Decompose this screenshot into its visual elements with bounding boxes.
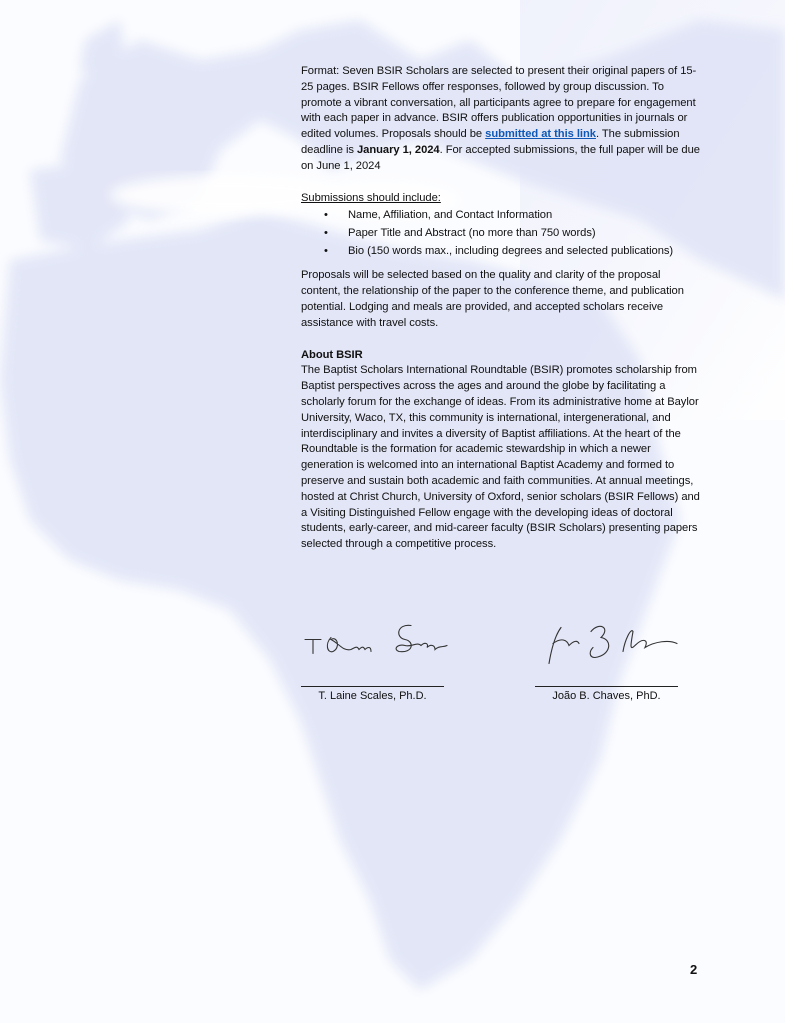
deadline-date: January 1, 2024 — [357, 143, 440, 156]
submissions-list — [301, 206, 701, 260]
signer-name: João B. Chaves, PhD. — [552, 690, 661, 702]
bullet-icon: • — [324, 227, 328, 240]
document-body — [301, 64, 701, 553]
about-paragraph: The Baptist Scholars International Roundtable (BSIR) promotes scholarship from Baptist perspectives across the ages and around the globe by facilitating a scholarly forum for the exchange of ideas. From its administrative home at Baylor University, Waco, TX, this community is international, intergenerational, and interdisciplinary and invites a diversity of Baptist affiliations. At the heart of the Roundtable is the formation for academic stewardship in which a newer generation is welcomed into an international Baptist Academy and formed to preserve and sustain both academic and faith communities. At annual meetings, hosted at Christ Church, University of Oxford, senior scholars (BSIR Fellows) and a Visiting Distinguished Fellow engage with the developing ideas of doctoral students, early-career, and mid-career faculty (BSIR Scholars) presenting papers selected through a competitive process. — [301, 364, 700, 551]
signature-scales — [301, 615, 444, 702]
handwritten-signature-icon — [535, 615, 685, 670]
bullet-icon: • — [324, 245, 328, 258]
signer-name: T. Laine Scales, Ph.D. — [318, 690, 427, 702]
signature-line — [535, 686, 678, 687]
list-item: • Bio (150 words max., including degrees and selected publications) — [301, 242, 701, 260]
list-item: • Name, Affiliation, and Contact Information — [301, 206, 701, 224]
page-number: 2 — [690, 962, 698, 977]
about-heading: About BSIR — [301, 348, 363, 361]
selection-paragraph: Proposals will be selected based on the quality and clarity of the proposal content, the relationship of the paper to the conference theme, and publication potential. Lodging and meals are provided, and accepted scholars receive assistance with travel costs. — [301, 269, 684, 329]
signature-chaves — [535, 615, 678, 702]
submissions-heading: Submissions should include: — [301, 191, 441, 204]
format-paragraph: Format: Seven BSIR Scholars are selected to present their original papers of 15-25 pages. BSIR Fellows offer responses, followed by group discussion. To promote a vibrant conversation, all participants agree to prepare for engagement with each paper in advance. BSIR offers publication opportunities in journals or edited volumes. Proposals should be submitted at this link. The submission deadline is January 1, 2024. For accepted submissions, the full paper will be due on June 1, 2024 — [301, 65, 700, 172]
submission-link[interactable]: submitted at this link — [485, 128, 596, 141]
list-item: • Paper Title and Abstract (no more than 750 words) — [301, 224, 701, 242]
bullet-icon: • — [324, 209, 328, 222]
signature-line — [301, 686, 444, 687]
handwritten-signature-icon — [301, 615, 451, 670]
signature-block — [301, 615, 701, 715]
